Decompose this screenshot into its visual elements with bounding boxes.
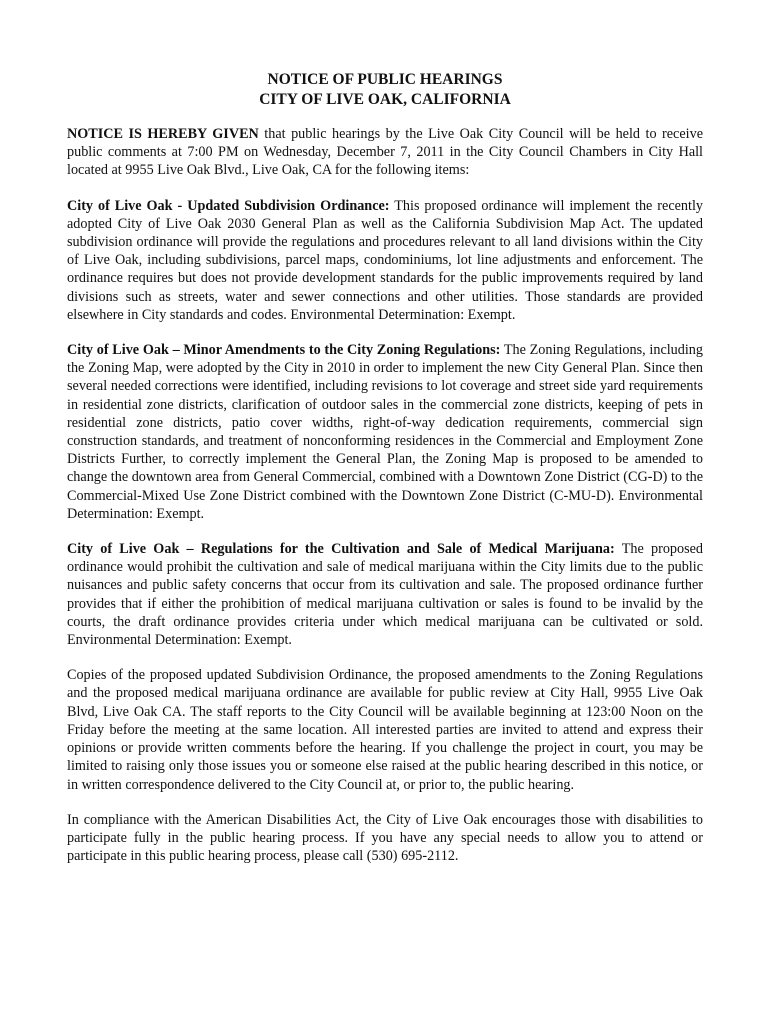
copies-paragraph: Copies of the proposed updated Subdivision Ordinance, the proposed amendments to the Zoning Regulations and the proposed medical marijuana ordinance are available for public review at City Hall, 9955 Live Oak Blvd, Live Oak CA. The staff reports to the City Council will be available beginning at 123:00 Noon on the Friday before the meeting at the same location. All interested parties are invited to attend and express their opinions or provide written comments before the hearing. If you challenge the project in court, you may be limited to raising only those issues you or someone else raised at the public hearing described in this notice, or in written correspondence delivered to the City Council at, or prior to, the public hearing. [67, 667, 703, 793]
item-medical-marijuana [67, 540, 703, 649]
ada-paragraph: In compliance with the American Disabilities Act, the City of Live Oak encourages those with disabilities to participate fully in the public hearing process. If you have any special needs to allow you to attend or participate in this public hearing process, please call (530) 695-2112. [67, 811, 703, 865]
item-marijuana-text: The proposed ordinance would prohibit the cultivation and sale of medical marijuana within the City limits due to the public nuisances and public safety concerns that occur from its cultivation and sale. The proposed ordinance further provides that if either the prohibition of medical marijuana cultivation or sales is found to be invalid by the courts, the draft ordinance provides criteria under which medical marijuana can be cultivated or sold. Environmental Determination: Exempt. [67, 541, 704, 649]
intro-paragraph [67, 125, 703, 180]
intro-lead: NOTICE IS HEREBY GIVEN [67, 126, 259, 142]
item-subdivision-heading: City of Live Oak - Updated Subdivision Ordinance: [67, 197, 390, 214]
item-subdivision-text: This proposed ordinance will implement the recently adopted City of Live Oak 2030 General Plan as well as the California Subdivision Map Act. The updated subdivision ordinance will provide the regulations and procedures relevant to all land divisions within the City of Live Oak, including subdivisions, parcel maps, condominiums, lot line adjustments and enforcement. The ordinance requires but does not provide development standards for the public improvements required by land divisions such as streets, water and sewer connections and other utilities. Those standards are provided elsewhere in City standards and codes. Environmental Determination: Exempt. [67, 197, 703, 323]
item-zoning-amendments [67, 341, 703, 523]
document-title [67, 70, 703, 110]
item-zoning-heading: City of Live Oak – Minor Amendments to the City Zoning Regulations: [67, 342, 501, 359]
document-page [67, 70, 703, 882]
item-zoning-text: The Zoning Regulations, including the Zoning Map, were adopted by the City in 2010 in order to implement the new City General Plan. Since then several needed corrections were identified, including revisions to lot coverage and street side yard requirements in residential zone districts, clarification of outdoor sales in the commercial zone districts, keeping of pets in residential zone districts, patio cover widths, right-of-way dedication requirements, commercial sign construction standards, and treatment of nonconforming residences in the Commercial and Employment Zone Districts Further, to correctly implement the General Plan, the Zoning Map is proposed to be amended to change the downtown area from General Commercial, combined with a Downtown Zone District (CG-D) to the Commercial-Mixed Use Zone District combined with the Downtown Zone District (C-MU-D). Environmental Determination: Exempt. [67, 342, 703, 522]
title-line-2: CITY OF LIVE OAK, CALIFORNIA [259, 91, 511, 108]
intro-text: that public hearings by the Live Oak City Council will be held to receive public comments at 7:00 PM on Wednesday, December 7, 2011 in the City Council Chambers in City Hall located at 9955 Live Oak Blvd., Live Oak, CA for the following items: [67, 126, 703, 179]
item-marijuana-heading: City of Live Oak – Regulations for the Cultivation and Sale of Medical Marijuana: [67, 541, 615, 558]
title-line-1: NOTICE OF PUBLIC HEARINGS [267, 71, 503, 88]
item-subdivision-ordinance [67, 197, 703, 324]
